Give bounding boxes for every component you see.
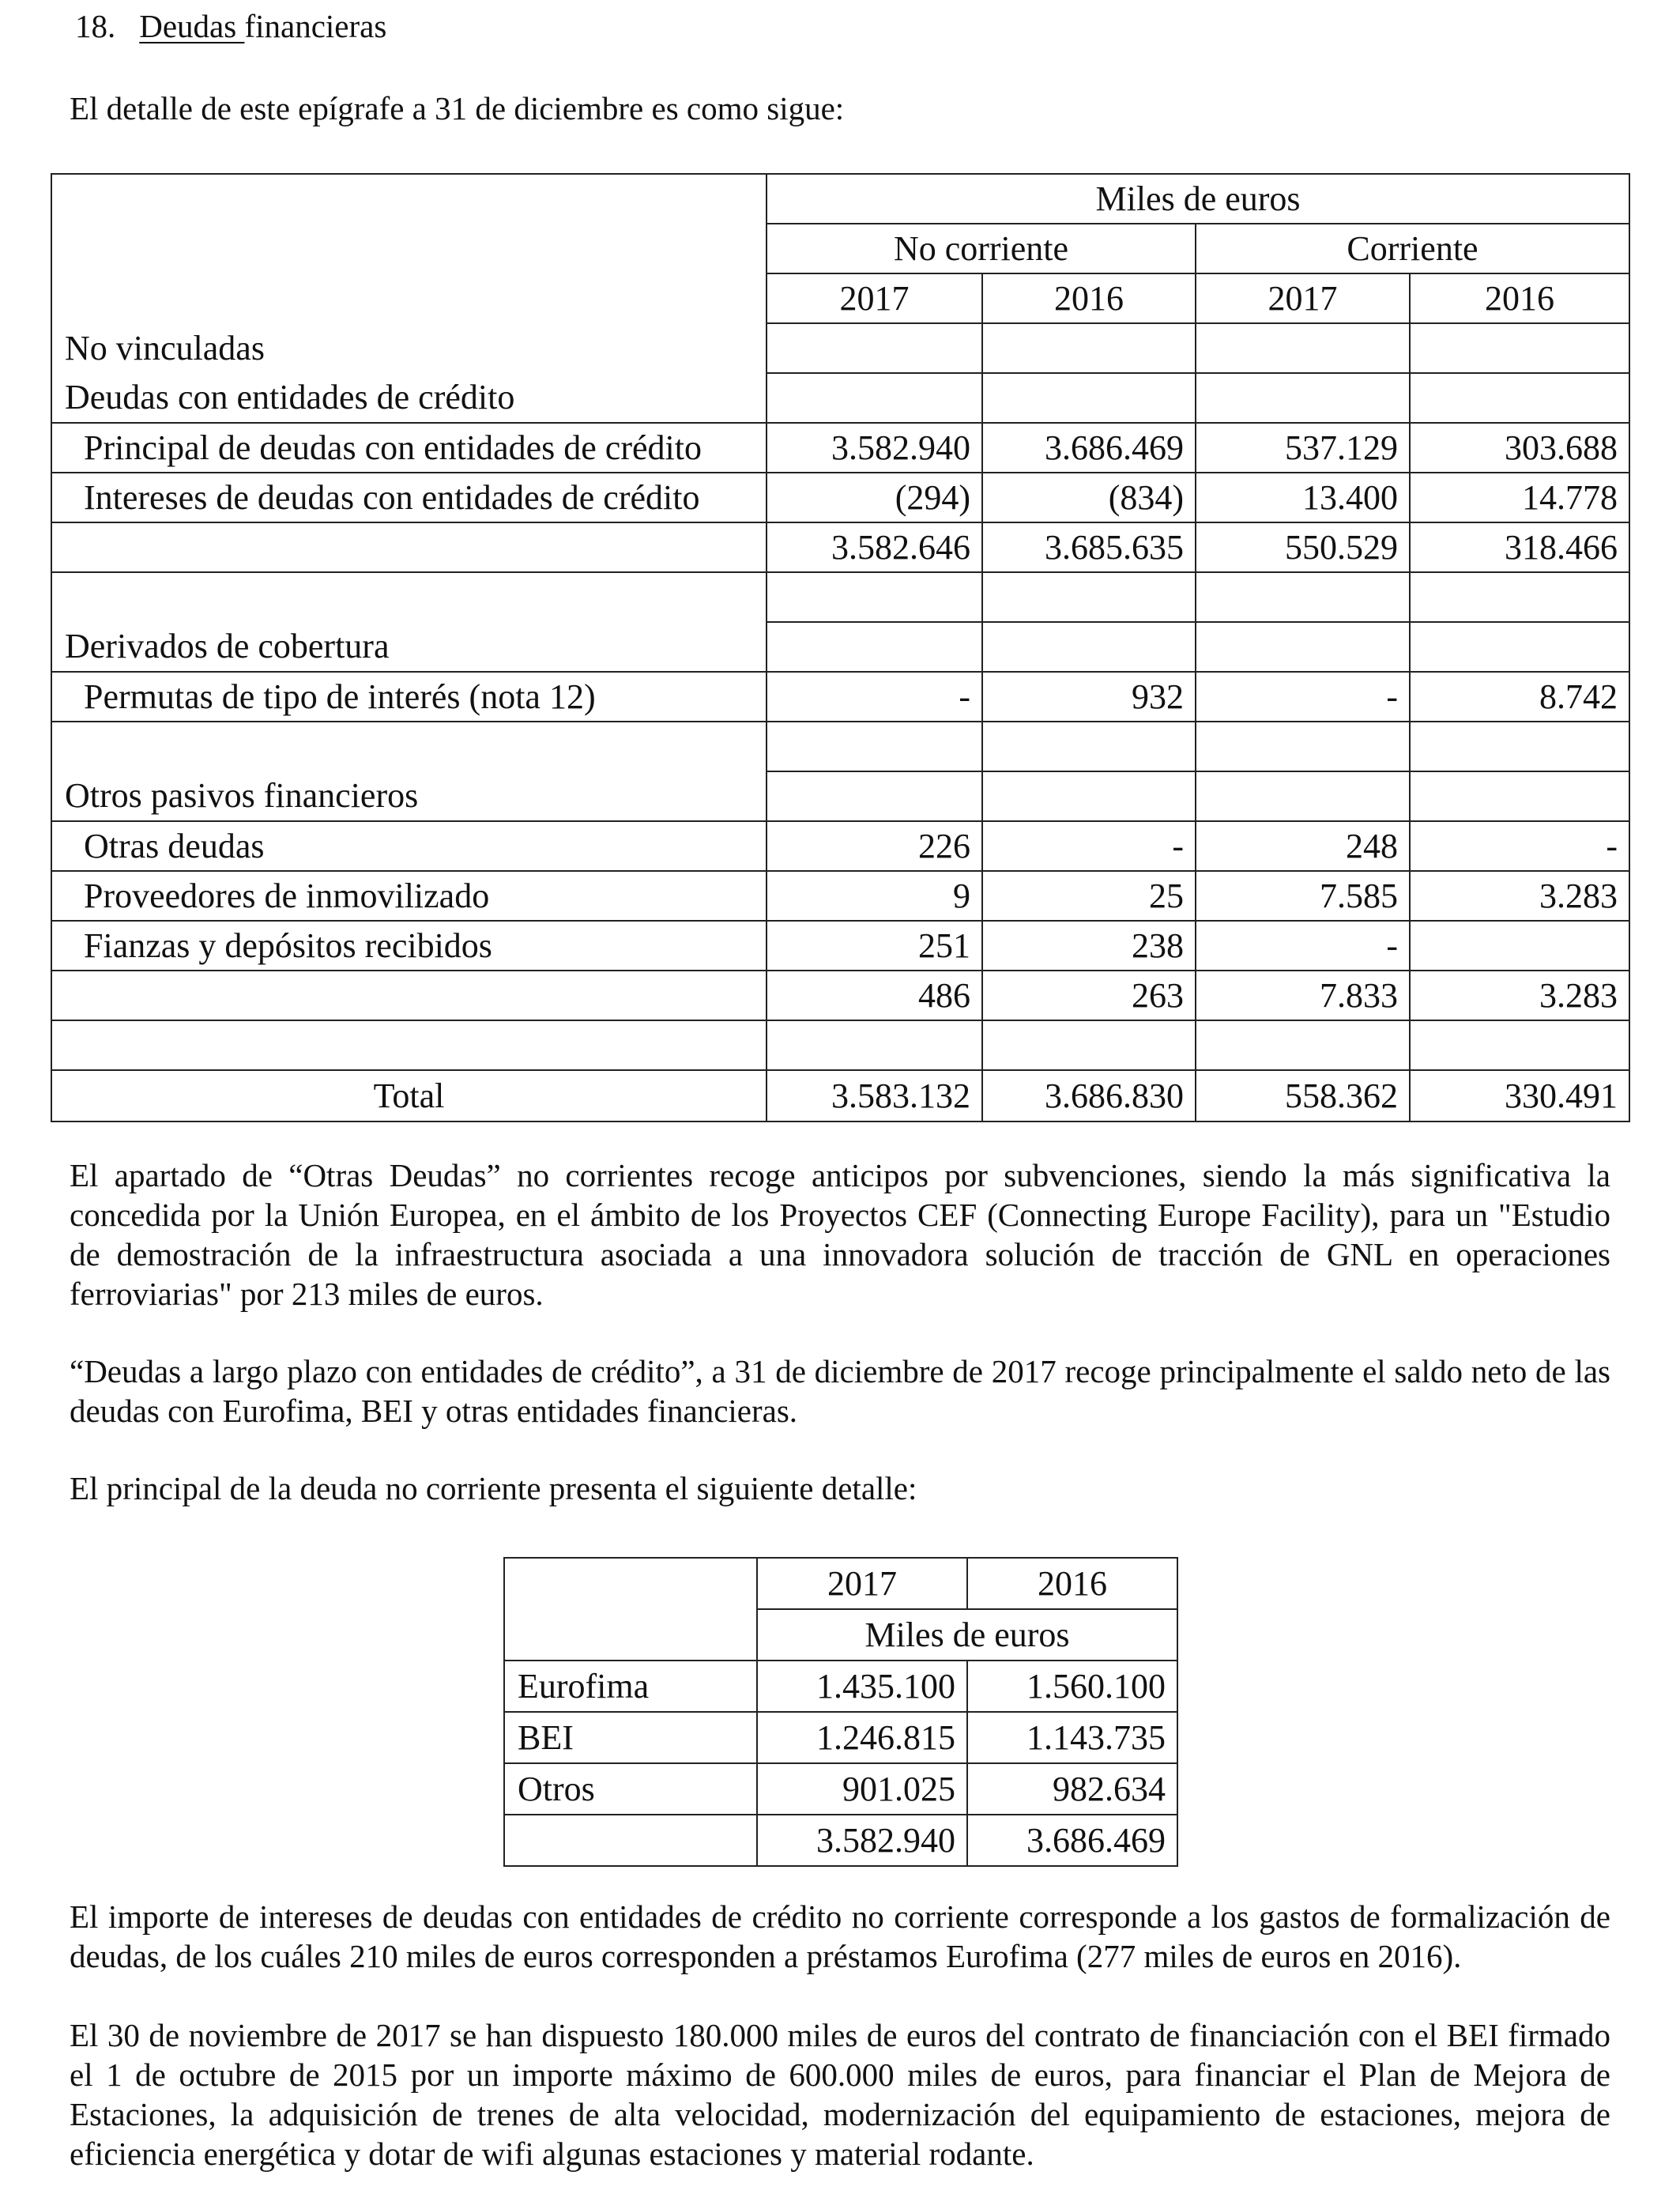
cell-value: 3.582.940 — [767, 423, 982, 473]
row-label: Otras deudas — [51, 821, 767, 871]
unit-header: Miles de euros — [767, 174, 1629, 224]
section-title-underlined: Deudas — [139, 8, 245, 44]
total-value: 3.686.830 — [982, 1070, 1196, 1122]
table-row — [51, 871, 1629, 921]
section-label: Deudas con entidades de crédito — [51, 373, 767, 423]
cell-value: 3.582.646 — [767, 522, 982, 572]
section-title-rest: financieras — [244, 8, 387, 44]
cell-value: 901.025 — [757, 1763, 967, 1815]
cell-value: - — [767, 672, 982, 722]
cell-value: 13.400 — [1196, 473, 1410, 522]
paragraph-principal-detalle: El principal de la deuda no corriente presenta el siguiente detalle: — [70, 1470, 917, 1506]
cell-value: 486 — [767, 971, 982, 1020]
cell-value: 251 — [767, 921, 982, 971]
cell-value: 318.466 — [1410, 522, 1629, 572]
cell-value: 3.283 — [1410, 871, 1629, 921]
year-header: 2017 — [757, 1558, 967, 1609]
cell-value: 1.246.815 — [757, 1712, 967, 1763]
cell-value: - — [982, 821, 1196, 871]
table-corner-cell — [51, 174, 767, 224]
cell-value: 8.742 — [1410, 672, 1629, 722]
year-header: 2016 — [1410, 273, 1629, 323]
paragraph-intereses: El importe de intereses de deudas con entidades de crédito no corriente corresponde a los gastos de formalización de deudas, de los cuáles 210 miles de euros corresponden a préstamos Eurofima (277 miles de euros en 2016). — [70, 1898, 1610, 1974]
cell-value: 25 — [982, 871, 1196, 921]
group-header-non-current: No corriente — [767, 224, 1196, 273]
cell-value: 226 — [767, 821, 982, 871]
table-row — [51, 921, 1629, 971]
cell-value: 550.529 — [1196, 522, 1410, 572]
spacer-row — [51, 722, 1629, 771]
row-label — [504, 1815, 757, 1866]
row-label: Otros — [504, 1763, 757, 1815]
cell-value: - — [1410, 821, 1629, 871]
cell-value: 3.685.635 — [982, 522, 1196, 572]
row-label — [51, 522, 767, 572]
table-row — [504, 1712, 1177, 1763]
paragraph-deudas-largo-plazo: “Deudas a largo plazo con entidades de crédito”, a 31 de diciembre de 2017 recoge principalmente el saldo neto de las deudas con Eurofima, BEI y otras entidades financieras. — [70, 1353, 1610, 1429]
cell-value: 982.634 — [967, 1763, 1177, 1815]
financial-debts-table — [51, 173, 1630, 1122]
table-row — [51, 423, 1629, 473]
year-header: 2016 — [967, 1558, 1177, 1609]
table-row — [51, 821, 1629, 871]
cell-value: 238 — [982, 921, 1196, 971]
total-value: 3.582.940 — [757, 1815, 967, 1866]
total-row — [51, 1070, 1629, 1122]
paragraph-otras-deudas: El apartado de “Otras Deudas” no corrientes recoge anticipos por subvenciones, siendo la más significativa la concedida por la Unión Europea, en el ámbito de los Proyectos CEF (Connecting Europe Facility), para un "Estudio de demostración de la infraestructura asociada a una innovadora solución de tracción de GNL en operaciones ferroviarias" por 213 miles de euros. — [70, 1157, 1610, 1312]
table-row — [504, 1763, 1177, 1815]
year-header: 2016 — [982, 273, 1196, 323]
subtotal-row — [51, 522, 1629, 572]
total-value: 3.583.132 — [767, 1070, 982, 1122]
row-label: Fianzas y depósitos recibidos — [51, 921, 767, 971]
row-label: Proveedores de inmovilizado — [51, 871, 767, 921]
section-label: No vinculadas — [51, 323, 767, 373]
section-label: Otros pasivos financieros — [51, 771, 767, 821]
row-label: Permutas de tipo de interés (nota 12) — [51, 672, 767, 722]
cell-value: 14.778 — [1410, 473, 1629, 522]
table-row — [504, 1661, 1177, 1712]
cell-value: 263 — [982, 971, 1196, 1020]
row-label: Intereses de deudas con entidades de crédito — [51, 473, 767, 522]
cell-value: 248 — [1196, 821, 1410, 871]
section-number: 18. — [75, 8, 116, 44]
row-label — [51, 971, 767, 1020]
cell-value: 537.129 — [1196, 423, 1410, 473]
table-row — [51, 473, 1629, 522]
cell-value: 303.688 — [1410, 423, 1629, 473]
table-row — [51, 672, 1629, 722]
table-corner-cell — [51, 224, 767, 273]
principal-debt-table — [503, 1557, 1178, 1867]
total-row — [504, 1815, 1177, 1866]
subtotal-row — [51, 971, 1629, 1020]
unit-header: Miles de euros — [757, 1609, 1177, 1661]
total-value: 558.362 — [1196, 1070, 1410, 1122]
row-label: BEI — [504, 1712, 757, 1763]
cell-value: 3.283 — [1410, 971, 1629, 1020]
section-heading — [75, 6, 386, 46]
table-corner-cell — [504, 1609, 757, 1661]
row-label: Principal de deudas con entidades de crédito — [51, 423, 767, 473]
total-value: 3.686.469 — [967, 1815, 1177, 1866]
cell-value: 1.143.735 — [967, 1712, 1177, 1763]
year-header: 2017 — [1196, 273, 1410, 323]
cell-value: 1.435.100 — [757, 1661, 967, 1712]
total-label: Total — [51, 1070, 767, 1122]
cell-value: 7.585 — [1196, 871, 1410, 921]
year-header: 2017 — [767, 273, 982, 323]
total-value: 330.491 — [1410, 1070, 1629, 1122]
section-label: Derivados de cobertura — [51, 622, 767, 672]
paragraph-bei: El 30 de noviembre de 2017 se han dispuesto 180.000 miles de euros del contrato de financiación con el BEI firmado el 1 de octubre de 2015 por un importe máximo de 600.000 miles de euros, para financiar el Plan de Mejora de Estaciones, la adquisición de trenes de alta velocidad, modernización del equipamiento de estaciones, mejora de eficiencia energética y dotar de wifi algunas estaciones y material rodante. — [70, 2017, 1610, 2172]
cell-value: (294) — [767, 473, 982, 522]
cell-value: - — [1196, 672, 1410, 722]
cell-value: 3.686.469 — [982, 423, 1196, 473]
spacer-row — [51, 1020, 1629, 1070]
cell-value: - — [1196, 921, 1410, 971]
group-header-current: Corriente — [1196, 224, 1629, 273]
table-corner-cell — [51, 273, 767, 323]
cell-value: 932 — [982, 672, 1196, 722]
intro-text: El detalle de este epígrafe a 31 de diciembre es como sigue: — [70, 90, 845, 126]
table-corner-cell — [504, 1558, 757, 1609]
cell-value — [1410, 921, 1629, 971]
row-label: Eurofima — [504, 1661, 757, 1712]
cell-value: 9 — [767, 871, 982, 921]
spacer-row — [51, 572, 1629, 622]
cell-value: 7.833 — [1196, 971, 1410, 1020]
cell-value: (834) — [982, 473, 1196, 522]
cell-value: 1.560.100 — [967, 1661, 1177, 1712]
